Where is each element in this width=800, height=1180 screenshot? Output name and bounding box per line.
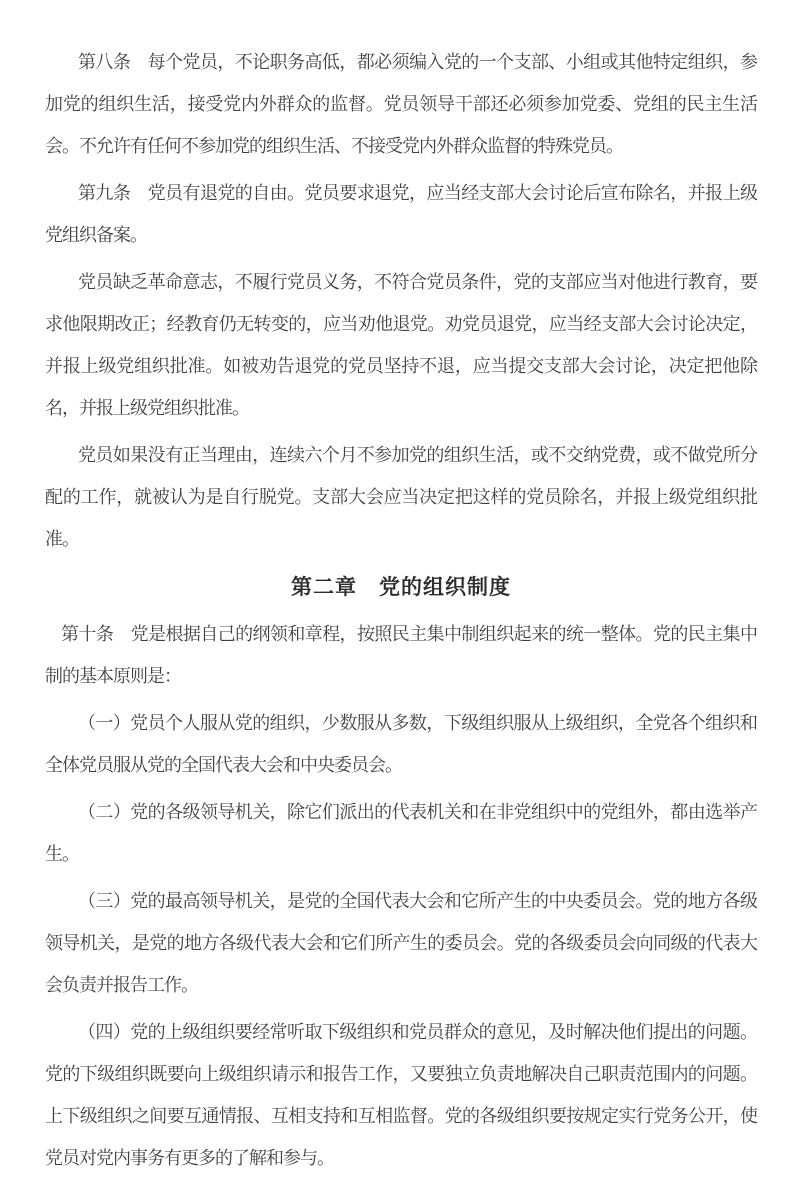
paragraph-principle-4: （四）党的上级组织要经常听取下级组织和党员群众的意见，及时解决他们提出的问题。党的下级组织既要向上级组织请示和报告工作，又要独立负责地解决自己职责范围内的问题。上下级组织之间要互通情报、互相支持和互相监督。党的各级组织要按规定实行党务公开，使党员对党内事务有更多的了解和参与。: [45, 1022, 757, 1169]
paragraph-article-10: 第十条 党是根据自己的纲领和章程，按照民主集中制组织起来的统一整体。党的民主集中制的基本原则是：: [45, 624, 757, 687]
paragraph-article-9: 第九条 党员有退党的自由。党员要求退党，应当经支部大会讨论后宣布除名，并报上级党组织备案。: [45, 183, 757, 246]
paragraph-article-9-self-removal: 党员如果没有正当理由，连续六个月不参加党的组织生活，或不交纳党费，或不做党所分配的工作，就被认为是自行脱党。支部大会应当决定把这样的党员除名，并报上级党组织批准。: [45, 445, 757, 550]
paragraph-principle-2: （二）党的各级领导机关，除它们派出的代表机关和在非党组织中的党组外，都由选举产生。: [45, 802, 757, 865]
paragraph-article-8: 第八条 每个党员，不论职务高低，都必须编入党的一个支部、小组或其他特定组织，参加党的组织生活，接受党内外群众的监督。党员领导干部还必须参加党委、党组的民主生活会。不允许有任何不参加党的组织生活、不接受党内外群众监督的特殊党员。: [45, 52, 757, 157]
chapter-2-heading: 第二章 党的组织制度: [291, 574, 511, 599]
paragraph-principle-1: （一）党员个人服从党的组织，少数服从多数，下级组织服从上级组织，全党各个组织和全体党员服从党的全国代表大会和中央委员会。: [45, 713, 757, 776]
paragraph-article-9-education: 党员缺乏革命意志，不履行党员义务，不符合党员条件，党的支部应当对他进行教育，要求他限期改正；经教育仍无转变的，应当劝他退党。劝党员退党，应当经支部大会讨论决定，并报上级党组织批准。如被劝告退党的党员坚持不退，应当提交支部大会讨论，决定把他除名，并报上级党组织批准。: [45, 272, 757, 419]
paragraph-principle-3: （三）党的最高领导机关，是党的全国代表大会和它所产生的中央委员会。党的地方各级领导机关，是党的地方各级代表大会和它们所产生的委员会。党的各级委员会向同级的代表大会负责并报告工作。: [45, 891, 757, 996]
